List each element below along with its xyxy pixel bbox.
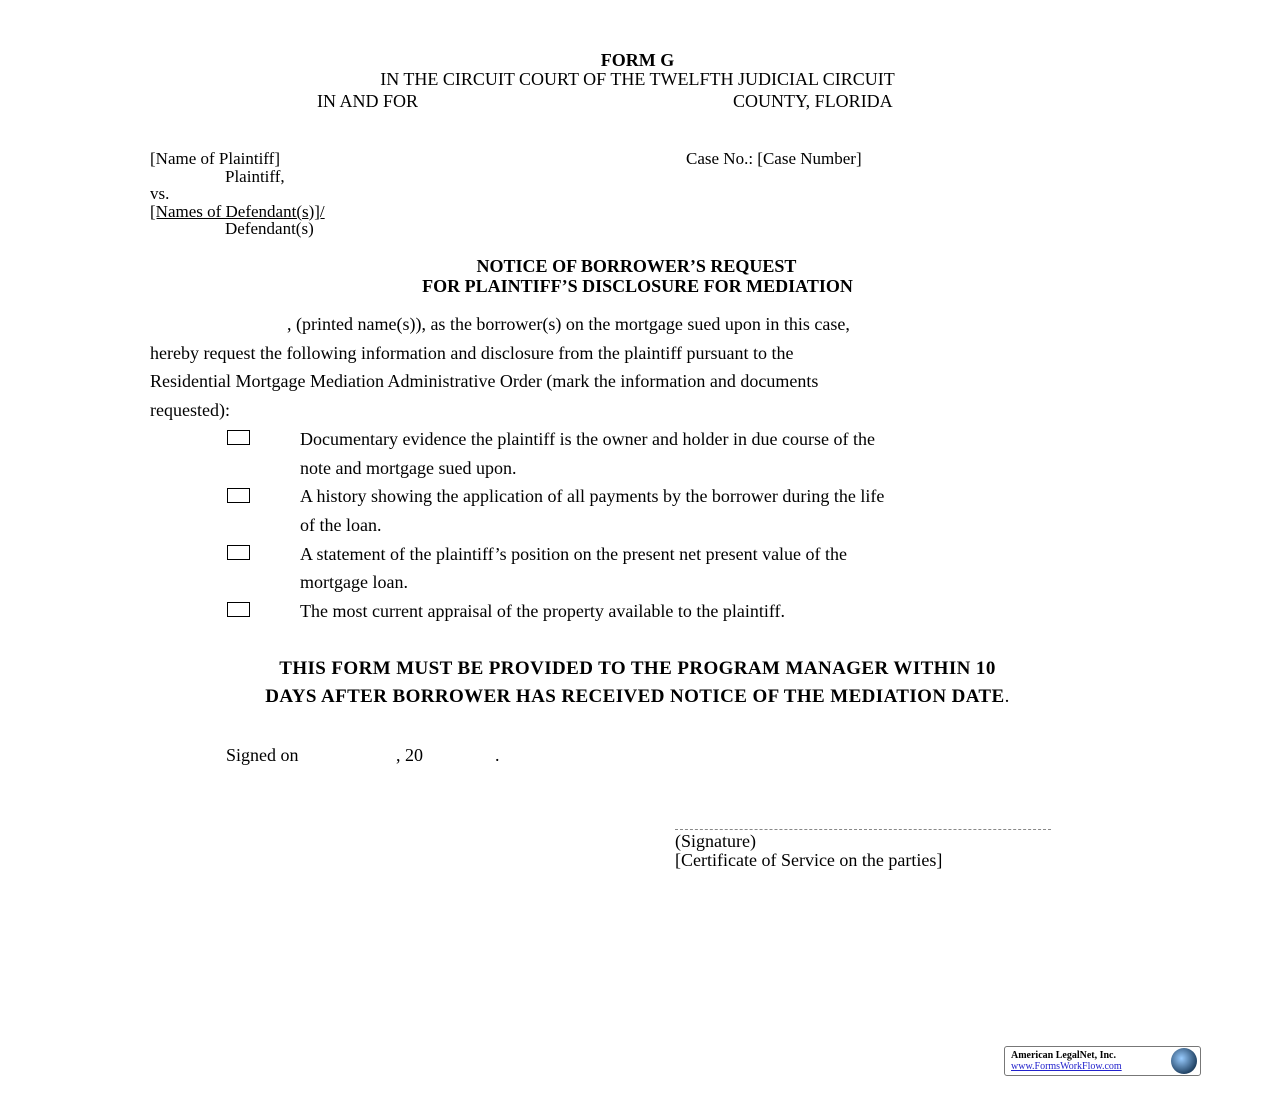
court-line: IN THE CIRCUIT COURT OF THE TWELFTH JUDICIAL CIRCUIT [380,69,895,89]
checklist-item-text: note and mortgage sued upon. [300,458,517,478]
checklist-item-text: mortgage loan. [300,572,408,592]
checkbox[interactable] [227,545,250,560]
checkbox[interactable] [227,488,250,503]
logo-company: American LegalNet, Inc. [1011,1050,1116,1061]
notice-line-2 [0,687,1275,706]
county-florida: COUNTY, FLORIDA [733,91,893,111]
checkbox[interactable] [227,602,250,617]
certificate-of-service: [Certificate of Service on the parties] [675,850,943,870]
checklist-item-text: A statement of the plaintiff’s position on the present net present value of the [300,544,848,564]
signed-period: . [495,745,500,765]
paragraph-line: requested): [150,400,230,420]
year-prefix: , 20 [396,745,423,765]
checklist-item-text: A history showing the application of all payments by the borrower during the life [300,486,885,506]
case-number: Case No.: [Case Number] [686,149,862,168]
paragraph-line: , (printed name(s)), as the borrower(s) on the mortgage sued upon in this case, [287,314,850,334]
form-label: FORM G [600,50,675,70]
american-legalnet-logo[interactable] [1004,1046,1201,1076]
title-line-1: NOTICE OF BORROWER’S REQUEST [476,256,797,276]
title-line-2: FOR PLAINTIFF’S DISCLOSURE FOR MEDIATION [422,276,853,296]
checklist-item-text: of the loan. [300,515,382,535]
in-and-for: IN AND FOR [317,91,419,111]
vs-label: vs. [150,184,170,203]
logo-url[interactable]: www.FormsWorkFlow.com [1011,1061,1122,1072]
defendant-label: Defendant(s) [225,219,314,238]
signature-label: (Signature) [675,831,756,851]
globe-icon [1171,1048,1197,1074]
plaintiff-name: [Name of Plaintiff] [150,149,280,168]
signature-line [675,829,1051,830]
notice-line-2-text: DAYS AFTER BORROWER HAS RECEIVED NOTICE OF THE MEDIATION DATE [265,686,1005,707]
plaintiff-label: Plaintiff, [225,167,285,186]
paragraph-line: Residential Mortgage Mediation Administrative Order (mark the information and documents [150,371,819,391]
notice-line-1: THIS FORM MUST BE PROVIDED TO THE PROGRAM MANAGER WITHIN 10 [279,658,996,679]
checkbox[interactable] [227,430,250,445]
defendant-names: [Names of Defendant(s)]/ [150,202,325,221]
checklist-item-text: The most current appraisal of the property available to the plaintiff. [300,601,785,621]
notice-period: . [1004,686,1010,707]
signed-on-label: Signed on [226,745,299,765]
paragraph-line: hereby request the following information and disclosure from the plaintiff pursuant to the [150,343,794,363]
checklist-item-text: Documentary evidence the plaintiff is the owner and holder in due course of the [300,429,875,449]
